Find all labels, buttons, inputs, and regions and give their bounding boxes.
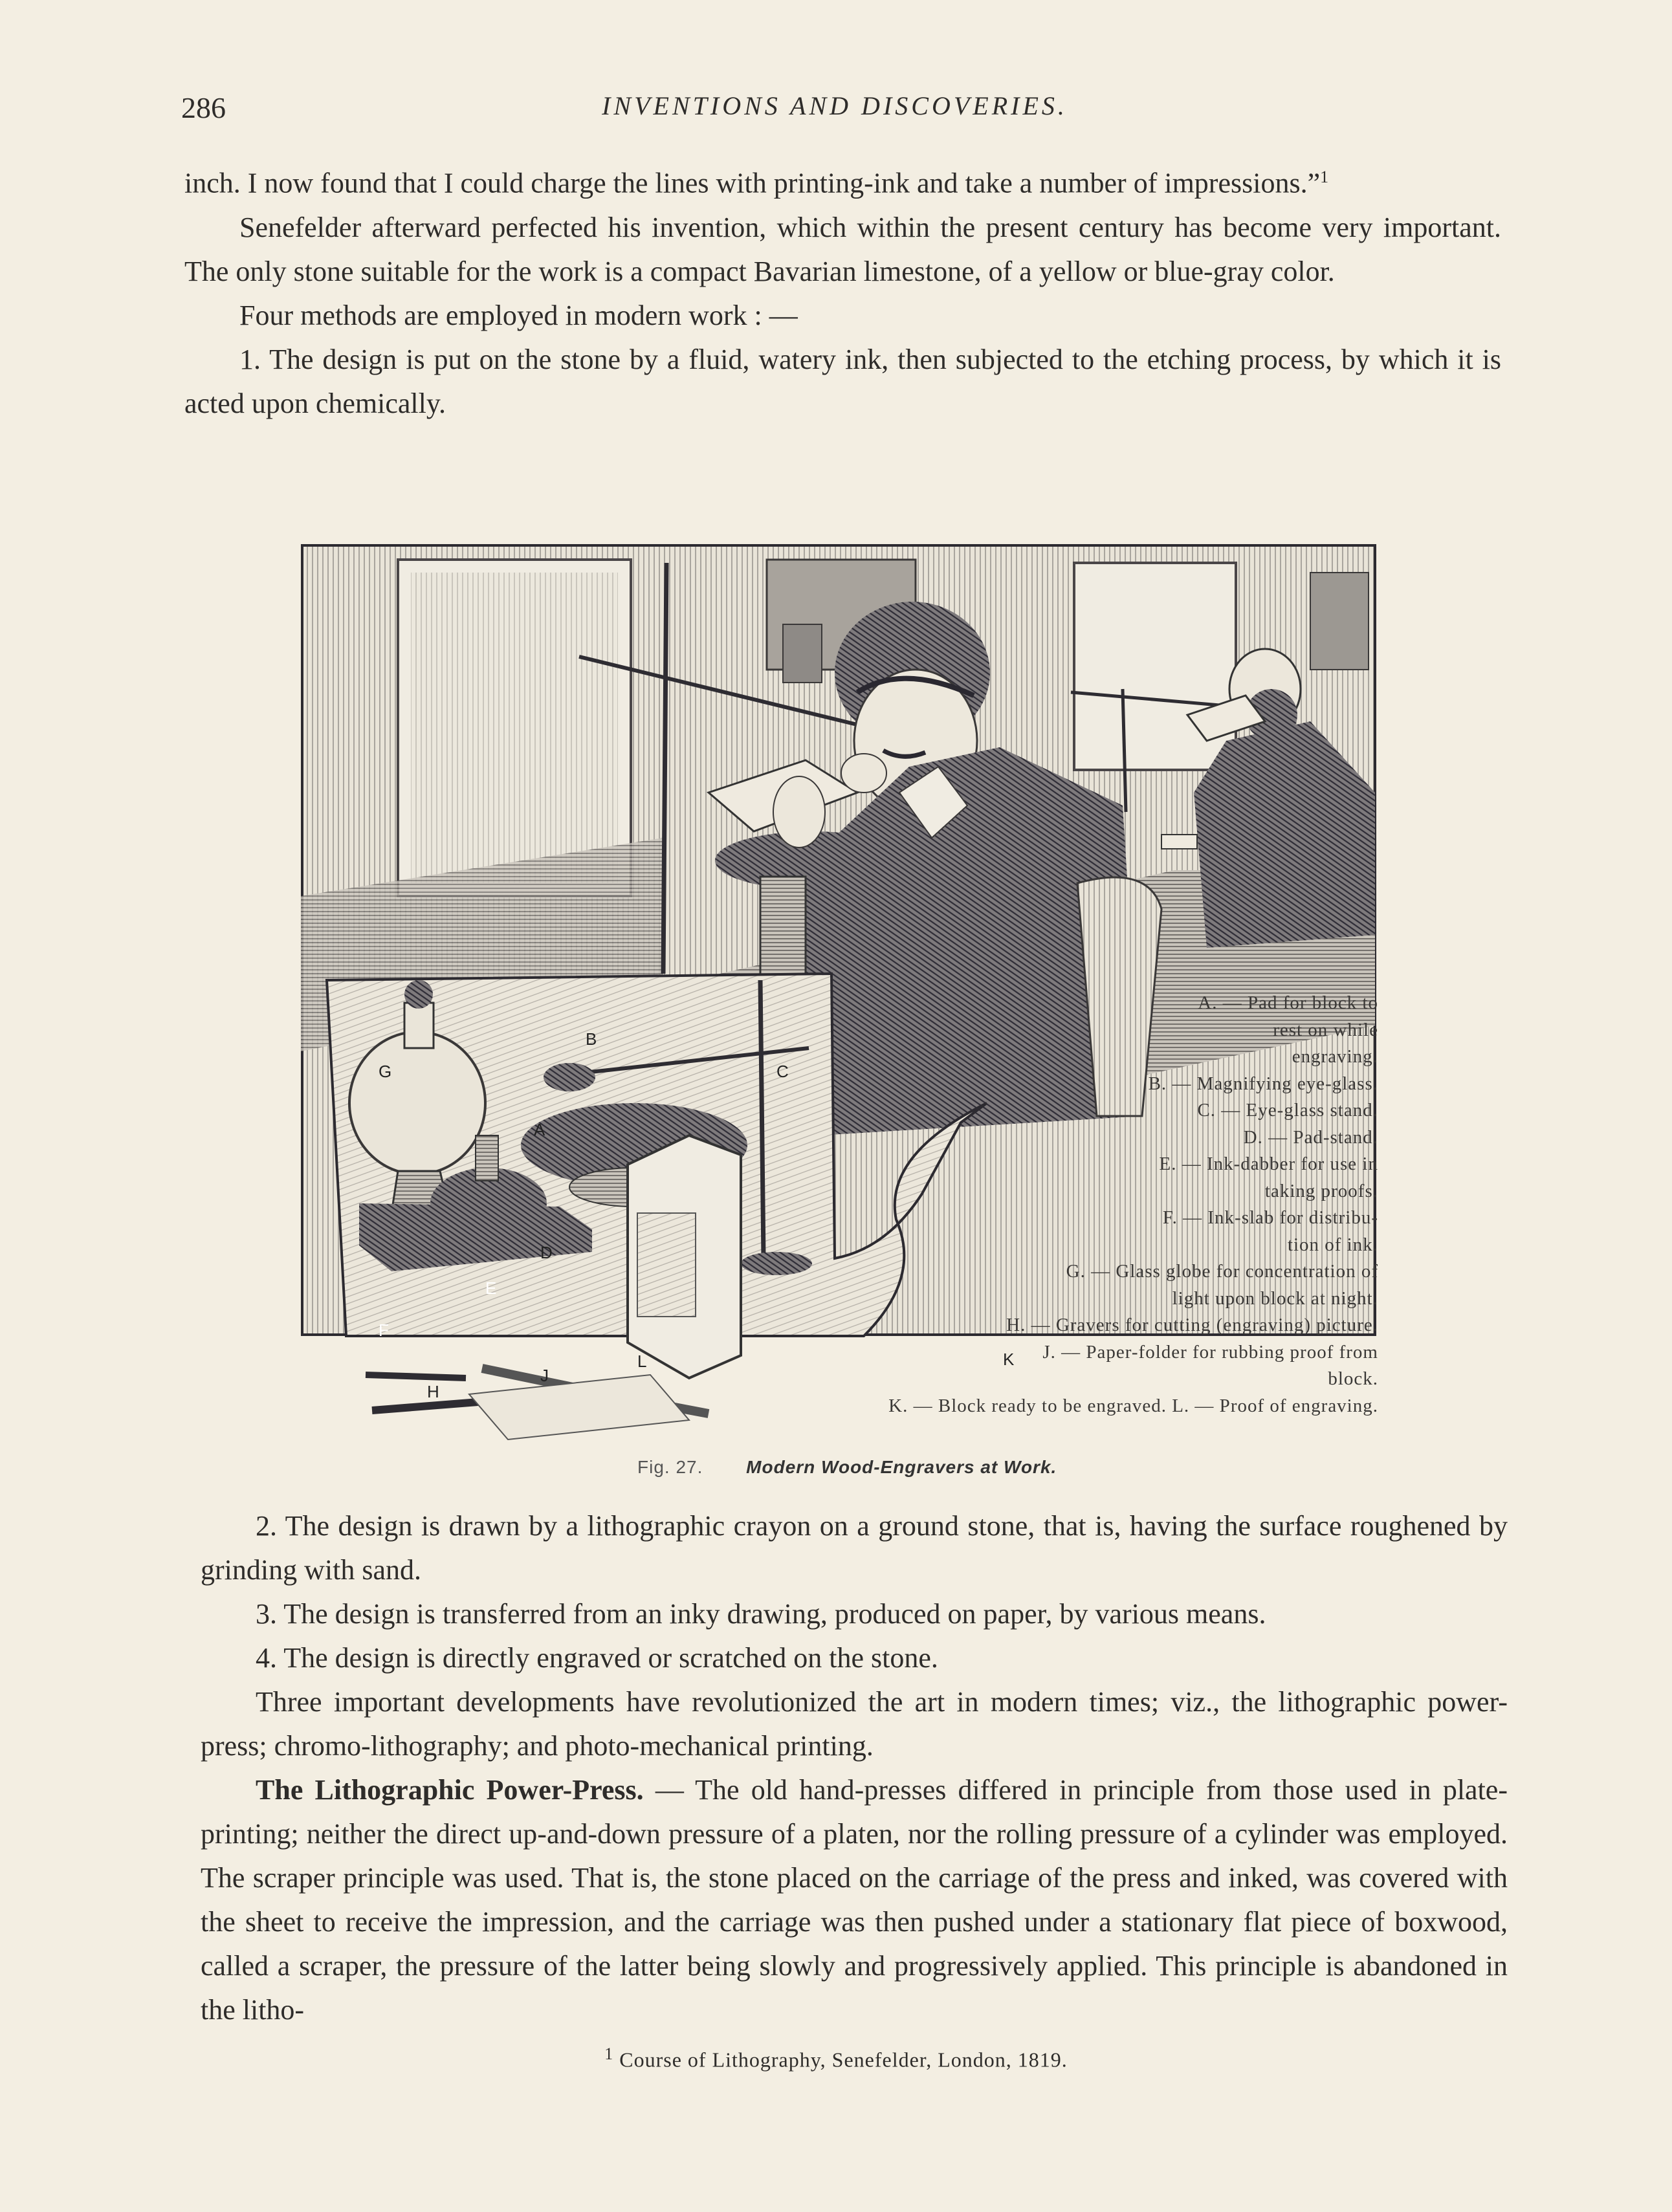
caption-number: Fig. 27. (637, 1457, 703, 1477)
legend-line: A. — Pad for block to (1198, 992, 1378, 1013)
graver (366, 1375, 466, 1378)
footnote-text: Course of Lithography, Senefelder, London, 1819. (619, 2048, 1068, 2072)
paragraph: 4. The design is directly engraved or scratched on the stone. (256, 1642, 938, 1674)
legend-line: block. (1328, 1368, 1378, 1389)
footnote (0, 2044, 1672, 2072)
eye-glass-stand (760, 980, 764, 1258)
legend-line: light upon block at night. (1172, 1287, 1378, 1309)
section-heading: The Lithographic Power-Press. (256, 1774, 644, 1806)
footnote-ref: 1 (1320, 168, 1329, 186)
eye-glass (544, 1063, 595, 1091)
legend-line: engraving. (1292, 1046, 1378, 1067)
label-j: J (540, 1366, 549, 1385)
legend-line: F. — Ink-slab for distribu- (1162, 1207, 1378, 1228)
paragraph: 1. The design is put on the stone by a fluid, watery ink, then subjected to the etching process, by which it is acted upon chemically. (184, 343, 1501, 419)
label-b: B (586, 1029, 597, 1049)
label-c: C (776, 1062, 789, 1081)
proof (469, 1375, 689, 1440)
legend-line: E. — Ink-dabber for use in (1159, 1154, 1378, 1174)
figure-legend (796, 990, 1378, 1419)
footnote-marker: 1 (604, 2044, 614, 2063)
page-number: 286 (181, 91, 226, 124)
label-a: A (534, 1120, 545, 1139)
legend-line: taking proofs. (1264, 1180, 1378, 1201)
paragraph: 2. The design is drawn by a lithographic crayon on a ground stone, that is, having the surface roughened by grinding with sand. (201, 1510, 1508, 1586)
running-head: INVENTIONS AND DISCOVERIES. (602, 91, 1068, 120)
label-h: H (427, 1382, 439, 1401)
legend-line: J. — Paper-folder for rubbing proof from (1042, 1341, 1378, 1363)
paragraph: 3. The design is transferred from an inky drawing, produced on paper, by various means. (256, 1598, 1266, 1630)
label-g: G (379, 1062, 392, 1081)
paragraph: Three important developments have revolutionized the art in modern times; viz., the lithographic power-press; chromo-lithography; and photo-mechanical printing. (201, 1686, 1508, 1762)
paragraph: The Lithographic Power-Press. — The old hand-presses differed in principle from those used in plate-printing; neither the direct up-and-down pressure of a platen, nor the rolling pressure of a cylinder was employed. The scraper principle was used. That is, the stone placed on the carriage of the press and inked, was covered with the sheet to receive the impression, and the carriage was then pushed under a stationary flat piece of boxwood, called a scraper, the pressure of the latter being slowly and progressively applied. This principle is abandoned in the litho- (201, 1774, 1508, 2026)
label-l: L (637, 1352, 647, 1371)
paragraph: Senefelder afterward perfected his invention, which within the present century has become very important. The only stone suitable for the work is a compact Bavarian limestone, of a yellow or blue-gray color. (184, 211, 1501, 287)
legend-line: B. — Magnifying eye-glass. (1148, 1073, 1378, 1094)
legend-line: H. — Gravers for cutting (engraving) picture. (1006, 1315, 1378, 1335)
paragraph: Four methods are employed in modern work : — (239, 299, 798, 331)
legend-line: C. — Eye-glass stand. (1197, 1100, 1378, 1121)
bottom-text-block (201, 1504, 1508, 2032)
label-k: K (1003, 1350, 1015, 1369)
glass-globe (349, 1032, 485, 1174)
label-e: E (485, 1278, 497, 1298)
page-header (181, 91, 1488, 129)
legend-line: G. — Glass globe for concentration of (1066, 1261, 1378, 1282)
legend-line: D. — Pad-stand. (1243, 1126, 1378, 1148)
engraving-figure (301, 534, 1378, 1449)
label-d: D (540, 1243, 553, 1262)
label-f: F (379, 1320, 389, 1340)
legend-line: tion of ink. (1287, 1234, 1378, 1255)
paragraph: inch. I now found that I could charge the lines with printing-ink and take a number of impressions.”$^1$ (184, 167, 1329, 199)
caption-title: Modern Wood-Engravers at Work. (746, 1457, 1057, 1477)
top-text-block (184, 155, 1501, 426)
legend-line: K. — Block ready to be engraved. L. — Proof of engraving. (888, 1395, 1378, 1416)
legend-line: rest on while (1273, 1019, 1378, 1040)
figure-caption (637, 1457, 1057, 1478)
